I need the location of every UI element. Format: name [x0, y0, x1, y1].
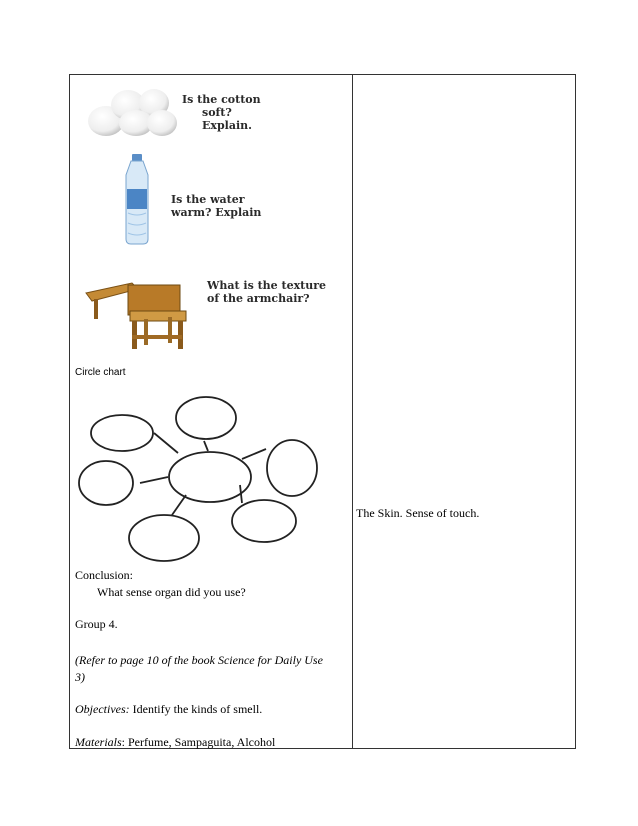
- right-column-answer: The Skin. Sense of touch.: [356, 506, 480, 520]
- connector-line: [154, 433, 178, 453]
- connector-line: [140, 477, 168, 483]
- outer-circle: [129, 515, 199, 561]
- center-circle: [169, 452, 251, 502]
- water-question: [171, 193, 261, 219]
- cotton-question-line: soft?: [202, 106, 232, 119]
- armchair-question-line: What is the texture: [207, 279, 327, 292]
- refer-line-1: (Refer to page 10 of the book Science for Daily Use: [75, 653, 323, 667]
- circle-chart-label: Circle chart: [75, 367, 126, 378]
- water-bottle-image: [122, 153, 152, 245]
- water-question-line: Is the water: [171, 193, 245, 206]
- conclusion-question: What sense organ did you use?: [97, 585, 246, 599]
- objectives-text: Identify the kinds of smell.: [129, 702, 263, 716]
- column-divider: [352, 75, 353, 748]
- conclusion-heading: Conclusion:: [75, 568, 134, 582]
- connector-line: [172, 495, 186, 515]
- group-label: Group 4.: [75, 617, 118, 631]
- water-question-line: warm? Explain: [171, 206, 262, 219]
- materials-label: Materials: [75, 735, 122, 749]
- armchair-question: [207, 279, 326, 305]
- cotton-balls-image: [86, 85, 178, 137]
- outer-circle: [91, 415, 153, 451]
- armchair-question-line: of the armchair?: [207, 292, 310, 305]
- outer-circle: [232, 500, 296, 542]
- cotton-question: [182, 93, 261, 132]
- connector-line: [242, 449, 266, 459]
- objectives-line: [75, 702, 262, 716]
- materials-text: : Perfume, Sampaguita, Alcohol: [121, 735, 276, 749]
- activity-table: [69, 74, 576, 749]
- materials-line: [75, 735, 275, 749]
- connector-line: [204, 441, 208, 451]
- armchair-image: [84, 275, 194, 351]
- objectives-label: Objectives:: [75, 702, 130, 716]
- circle-chart-diagram: [76, 393, 326, 565]
- refer-line-2: 3): [75, 670, 85, 684]
- outer-circle: [176, 397, 236, 439]
- outer-circle: [79, 461, 133, 505]
- cotton-question-line: Explain.: [202, 119, 252, 132]
- outer-circle: [267, 440, 317, 496]
- cotton-question-line: Is the cotton: [182, 93, 261, 106]
